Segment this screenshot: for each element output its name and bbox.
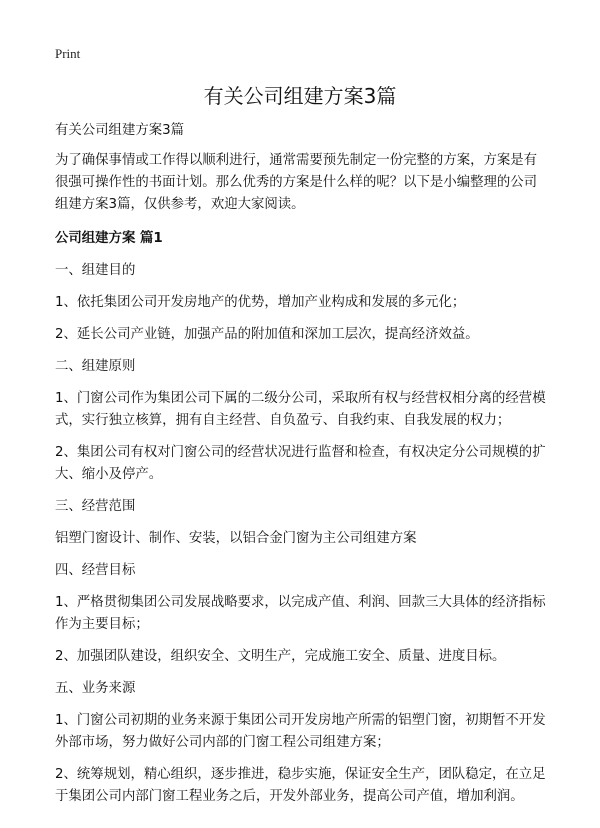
document-body [55,120,547,808]
paragraph: 1、依托集团公司开发房地产的优势，增加产业构成和发展的多元化； [55,295,466,310]
section-heading: 公司组建方案 篇1 [55,231,163,246]
paragraph: 2、统筹规划，精心组织，逐步推进，稳步实施，保证安全生产，团队稳定，在立足于集团公司内部门窗工程业务之后，开发外部业务，提高公司产值，增加利润。 [55,767,546,804]
paragraph: 铝塑门窗设计、制作、安装，以铝合金门窗为主公司组建方案 [55,531,417,546]
paragraph: 1、严格贯彻集团公司发展战略要求，以完成产值、利润、回款三大具体的经济指标作为主要目标； [55,595,546,632]
page-title: 有关公司组建方案3篇 [203,84,397,108]
paragraph: 2、延长公司产业链，加强产品的附加值和深加工层次，提高经济效益。 [55,327,479,342]
heading-purpose: 一、组建目的 [55,263,136,278]
heading-principles: 二、组建原则 [55,359,136,374]
document-subtitle: 有关公司组建方案3篇 [55,123,185,138]
intro-paragraph: 为了确保事情或工作得以顺利进行，通常需要预先制定一份完整的方案，方案是有很强可操作性的书面计划。那么优秀的方案是什么样的呢？以下是小编整理的公司组建方案3篇，仅供参考，欢迎大家阅读。 [55,153,538,212]
print-link[interactable]: Print [55,46,81,61]
heading-scope: 三、经营范围 [55,499,136,514]
paragraph: 1、门窗公司作为集团公司下属的二级分公司，采取所有权与经营权相分离的经营模式，实行独立核算，拥有自主经营、自负盈亏、自我约束、自我发展的权力； [55,391,546,428]
heading-goals: 四、经营目标 [55,563,136,578]
paragraph: 1、门窗公司初期的业务来源于集团公司开发房地产所需的铝塑门窗，初期暂不开发外部市场，努力做好公司内部的门窗工程公司组建方案； [55,713,546,750]
paragraph: 2、集团公司有权对门窗公司的经营状况进行监督和检查，有权决定分公司规模的扩大、缩小及停产。 [55,445,546,482]
heading-business-source: 五、业务来源 [55,681,136,696]
paragraph: 2、加强团队建设，组织安全、文明生产，完成施工安全、质量、进度目标。 [55,649,506,664]
